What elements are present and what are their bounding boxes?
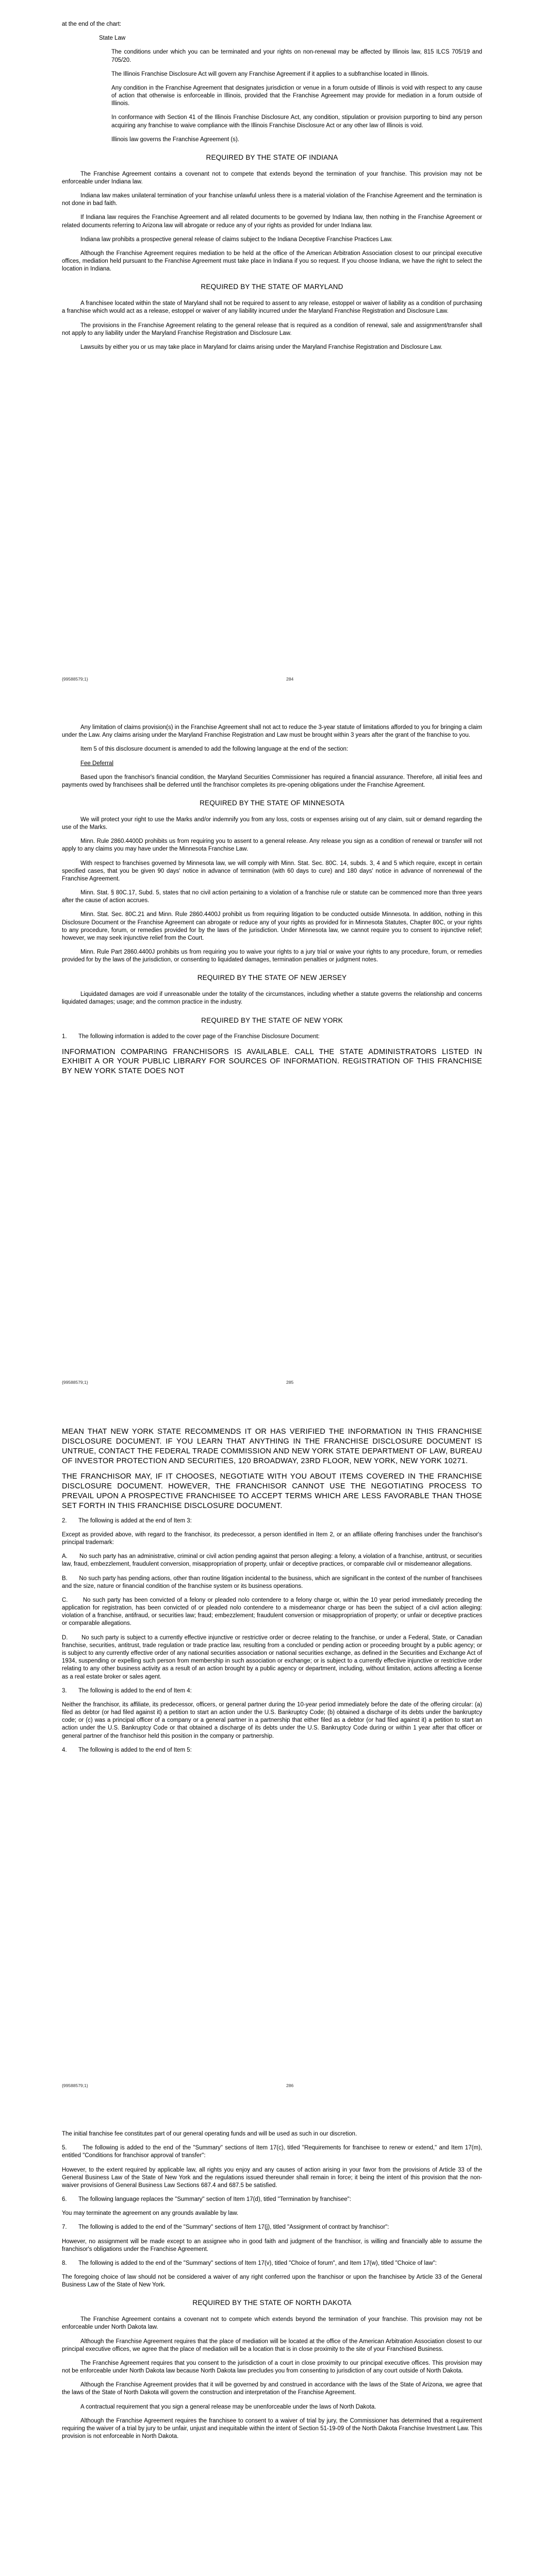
paragraph: Minn. Rule 2860.4400D prohibits us from requiring you to assent to a general release. Any release you sign as a condition of renewal or transfer will not apply to any claims you may have under the Minnesota Franchise Law. (62, 838, 482, 853)
caps-notice: INFORMATION COMPARING FRANCHISORS IS AVAILABLE. CALL THE STATE ADMINISTRATORS LISTED IN EXHIBIT A OR YOUR PUBLIC LIBRARY FOR SOURCES OF INFORMATION. REGISTRATION OF THIS FRANCHISE BY NEW YORK STATE DOES NOT (62, 1047, 482, 1076)
paragraph: The Illinois Franchise Disclosure Act will govern any Franchise Agreement if it applies to a subfranchise located in Illinois. (111, 71, 429, 77)
paragraph: Minn. Stat. Sec. 80C.21 and Minn. Rule 2860.4400J prohibit us from requiring litigation to be conducted outside Minnesota. In addition, nothing in this Disclosure Document or the Franchise Agreement can abrogate or reduce any of your rights as provided for in Minnesota Statutes, Chapter 80C, or your rights to any procedure, forum, or remedies provided for by the laws of the jurisdiction. Under Minnesota law, we cannot require you to consent to injunctive relief; however, we may seek injunctive relief from the Court. (62, 911, 482, 941)
paragraph: Although the Franchise Agreement requires the franchisee to consent to a waiver of trial by jury, the Commissioner has determined that a requirement requiring the waiver of a trial by jury to be unfair, unjust and inequitable within the intent of Section 51-19-09 of the North Dakota Franchise Investment Law. This provision is not enforceable in North Dakota. (62, 2417, 482, 2440)
document-page (0, 0, 544, 703)
paragraph: C. No such party has been convicted of a felony or pleaded nolo contendere to a felony charge or, within the 10 year period immediately preceding the application for registration, has been convicted of or pleaded nolo contendere to a misdemeanor charge or has been the subject of a civil action alleging: violation of a franchise, antifraud, or securities law; fraud; embezzlement; fraudulent conversion or misappropriation of property; or unfair or deceptive practices or comparable allegations. (62, 1597, 482, 1627)
paragraph: Illinois law governs the Franchise Agreement (s). (111, 136, 239, 143)
paragraph: Minn. Stat. § 80C.17, Subd. 5, states that no civil action pertaining to a violation of a franchise rule or statute can be commenced more than three years after the cause of action accrues. (62, 890, 482, 904)
section-heading: REQUIRED BY THE STATE OF MINNESOTA (200, 799, 344, 807)
paragraph: You may terminate the agreement on any grounds available by law. (62, 2210, 239, 2217)
paragraph: Except as provided above, with regard to the franchisor, its predecessor, a person identified in Item 2, or an affiliate offering franchises under the franchisor's principal trademark: (62, 1531, 482, 1546)
paragraph: Liquidated damages are void if unreasonable under the totality of the circumstances, including whether a statute governs the relationship and concerns liquidated damages; usage; and the common practice in the industry. (62, 991, 482, 1006)
paragraph: D. No such party is subject to a currently effective injunctive or restrictive order or decree relating to the franchise, or under a Federal, State, or Canadian franchise, securities, antitrust, trade regulation or trade practice law, resulting from a concluded or pending action or proceeding brought by a public agency; or is subject to any currently effective order of any national securities association or national securities exchange, as defined in the Securities and Exchange Act of 1934, suspending or expelling such person from membership in such association or exchange; or is subject to a currently effective injunctive or restrictive order relating to any other business activity as a result of an action brought by a public agency or department, including, without limitation, actions affecting a license as a real estate broker or sales agent. (62, 1634, 482, 1680)
paragraph: Although the Franchise Agreement requires mediation to be held at the office of the American Arbitration Association closest to our principal executive offices, mediation held pursuant to the Franchise Agreement must take place in Indiana if you so request. If you choose Indiana, we have the right to select the location in Indiana. (62, 250, 482, 273)
page-body (62, 21, 482, 351)
paragraph: State Law (99, 35, 126, 42)
paragraph: The initial franchise fee constitutes part of our general operating funds and will be used as such in our discretion. (62, 2131, 357, 2137)
document-page (0, 703, 544, 1406)
paragraph: The Franchise Agreement contains a covenant not to compete which extends beyond the termination of your franchise. This provision may not be enforceable under North Dakota law. (62, 2316, 482, 2331)
paragraph: However, no assignment will be made except to an assignee who in good faith and judgment of the franchisor, is willing and financially able to assume the franchisor's obligations under the Franchise Agreement. (62, 2238, 482, 2252)
paragraph: 1. The following information is added to the cover page of the Franchise Disclosure Document: (62, 1033, 320, 1040)
page-number: 284 (286, 676, 294, 682)
paragraph: Although the Franchise Agreement requires that the place of mediation will be located at the office of the American Arbitration Association closest to our principal executive offices, we agree that the place of mediation will be a location that is in close proximity to the site of your Franchised Business. (62, 2338, 482, 2352)
document-id: {99588579;1} (62, 676, 88, 682)
page-number: 285 (286, 1380, 294, 1385)
paragraph: The Franchise Agreement contains a covenant not to compete that extends beyond the termination of your franchise. This provision may not be enforceable under Indiana law. (62, 171, 482, 185)
subheading: Fee Deferral (80, 760, 113, 767)
paragraph: 6. The following language replaces the "Summary" section of Item 17(d), titled "Termination by franchisee": (62, 2196, 351, 2203)
paragraph: Minn. Rule Part 2860.4400J prohibits us from requiring you to waive your rights to a jury trial or waive your rights to any procedure, forum, or remedies provided for by the laws of the jurisdiction, or consenting to liquidated damages, termination penalties or judgment notes. (62, 949, 482, 963)
page-body (62, 1427, 482, 1754)
paragraph: B. No such party has pending actions, other than routine litigation incidental to the business, which are significant in the context of the number of franchisees and the size, nature or financial condition of the franchise system or its business operations. (62, 1575, 482, 1589)
paragraph: 4. The following is added to the end of Item 5: (62, 1747, 192, 1753)
paragraph: Any condition in the Franchise Agreement that designates jurisdiction or venue in a forum outside of Illinois is void with respect to any cause of action that otherwise is enforceable in Illinois, provided that the Franchise Agreement may provide for mediation in a forum outside of Illinois. (111, 84, 482, 107)
paragraph: Any limitation of claims provision(s) in the Franchise Agreement shall not act to reduce the 3-year statute of limitations afforded to you for bringing a claim under the Law. Any claims arising under the Maryland Franchise Registration and Law must be brought within 3 years after the grant of the franchise to you. (62, 724, 482, 739)
page-number: 286 (286, 2083, 294, 2088)
paragraph: The Franchise Agreement requires that you consent to the jurisdiction of a court in close proximity to our principal executive offices. This provision may not be enforceable under North Dakota law because North Dakota law precludes you from consenting to jurisdiction of any court outside of North Dakota. (62, 2360, 482, 2375)
paragraph: 8. The following is added to the end of the "Summary" sections of Item 17(v), titled "Choice of forum", and Item 17(w), titled "Choice of law": (62, 2260, 437, 2266)
page-body (62, 2130, 482, 2441)
section-heading: REQUIRED BY THE STATE OF INDIANA (206, 153, 338, 161)
page-body (62, 724, 482, 1076)
document-page (0, 1406, 544, 2110)
paragraph: A franchisee located within the state of Maryland shall not be required to assent to any release, estoppel or waiver of liability as a condition of purchasing a franchise which would act as a release, estoppel or waiver of any liability incurred under the Maryland Franchise Registration and Disclosure Law. (62, 300, 482, 315)
caps-notice: MEAN THAT NEW YORK STATE RECOMMENDS IT OR HAS VERIFIED THE INFORMATION IN THIS FRANCHISE DISCLOSURE DOCUMENT. IF YOU LEARN THAT ANYTHING IN THE FRANCHISE DISCLOSURE DOCUMENT IS UNTRUE, CONTACT THE FEDERAL TRADE COMMISSION AND NEW YORK STATE DEPARTMENT OF LAW, BUREAU OF INVESTOR PROTECTION AND SECURITIES, 120 BROADWAY, 23RD FLOOR, NEW YORK, NEW YORK 10271. (62, 1428, 482, 1465)
paragraph: Item 5 of this disclosure document is amended to add the following language at the end of the section: (80, 746, 349, 753)
paragraph: A contractual requirement that you sign a general release may be unenforceable under the laws of North Dakota. (80, 2403, 376, 2410)
paragraph: Although the Franchise Agreement provides that it will be governed by and construed in accordance with the laws of the State of Arizona, we agree that the laws of the State of North Dakota will govern the construction and interpretation of the Franchise Agreement. (62, 2382, 482, 2396)
section-heading: REQUIRED BY THE STATE OF MARYLAND (201, 283, 343, 291)
paragraph: 2. The following is added at the end of Item 3: (62, 1517, 192, 1524)
paragraph: Neither the franchisor, its affiliate, its predecessor, officers, or general partner during the 10-year period immediately before the date of the offering circular: (a) filed as debtor (or had filed against it) a petition to start an action under the U.S. Bankruptcy Code; (b) obtained a discharge of its debts under the bankruptcy code; or (c) was a principal officer of a company or a general partner in a partnership that either filed as a debtor (or had filed against it) a petition to start an action under the U.S. Bankruptcy Code or that obtained a discharge of its debts under the U.S. Bankruptcy Code during or within 1 year after that officer or general partner of the franchisor held this position in the company or partnership. (62, 1701, 482, 1739)
document-page (0, 2110, 544, 2576)
paragraph: The foregoing choice of law should not be considered a waiver of any right conferred upon the franchisor or upon the franchisee by Article 33 of the General Business Law of the State of New York. (62, 2274, 482, 2289)
document-id: {99588579;1} (62, 1380, 88, 1385)
section-heading: REQUIRED BY THE STATE OF NEW YORK (201, 1016, 343, 1024)
paragraph: Lawsuits by either you or us may take place in Maryland for claims arising under the Maryland Franchise Registration and Disclosure Law. (80, 344, 442, 350)
paragraph: Indiana law prohibits a prospective general release of claims subject to the Indiana Deceptive Franchise Practices Law. (80, 236, 393, 243)
paragraph: at the end of the chart: (62, 21, 122, 27)
section-heading: REQUIRED BY THE STATE OF NEW JERSEY (197, 974, 347, 982)
paragraph: The provisions in the Franchise Agreement relating to the general release that is required as a condition of renewal, sale and assignment/transfer shall not apply to any liability under the Maryland Franchise Registration and Disclosure Law. (62, 322, 482, 336)
paragraph: A. No such party has an administrative, criminal or civil action pending against that person alleging: a felony, a violation of a franchise, antitrust, or securities law, fraud, embezzlement, fraudulent conversion, misappropriation of property, unfair or deceptive practices, or comparable civil or misdemeanor allegations. (62, 1553, 482, 1568)
paragraph: Based upon the franchisor's financial condition, the Maryland Securities Commissioner has required a financial assurance. Therefore, all initial fees and payments owed by franchisees shall be deferred until the franchisor completes its pre-opening obligations under the Franchise Agreement. (62, 774, 482, 788)
paragraph: Indiana law makes unilateral termination of your franchise unlawful unless there is a material violation of the Franchise Agreement and the termination is not done in bad faith. (62, 193, 482, 207)
paragraph: 3. The following is added to the end of Item 4: (62, 1687, 192, 1694)
document-id: {99588579;1} (62, 2083, 88, 2088)
caps-notice: THE FRANCHISOR MAY, IF IT CHOOSES, NEGOTIATE WITH YOU ABOUT ITEMS COVERED IN THE FRANCHISE DISCLOSURE DOCUMENT. HOWEVER, THE FRANCHISOR CANNOT USE THE NEGOTIATING PROCESS TO PREVAIL UPON A PROSPECTIVE FRANCHISEE TO ACCEPT TERMS WHICH ARE LESS FAVORABLE THAN THOSE SET FORTH IN THIS FRANCHISE DISCLOSURE DOCUMENT. (62, 1472, 482, 1510)
paragraph: With respect to franchises governed by Minnesota law, we will comply with Minn. Stat. Sec. 80C. 14, subds. 3, 4 and 5 which require, except in certain specified cases, that you be given 90 days' notice in advance of termination (with 60 days to cure) and 180 days' notice in advance of nonrenewal of the Franchise Agreement. (62, 860, 482, 882)
paragraph: If Indiana law requires the Franchise Agreement and all related documents to be governed by Indiana law, then nothing in the Franchise Agreement or related documents referring to Arizona law will abrogate or reduce any of your rights as provided for under Indiana law. (62, 214, 482, 229)
section-heading: REQUIRED BY THE STATE OF NORTH DAKOTA (192, 2299, 352, 2307)
paragraph: In conformance with Section 41 of the Illinois Franchise Disclosure Act, any condition, stipulation or provision purporting to bind any person acquiring any franchise to waive compliance with the Illinois Franchise Disclosure Act or any other law of Illinois is void. (111, 114, 482, 129)
paragraph: We will protect your right to use the Marks and/or indemnify you from any loss, costs or expenses arising out of any claim, suit or demand regarding the use of the Marks. (62, 816, 482, 831)
paragraph: 7. The following is added to the end of the "Summary" sections of Item 17(j), titled "Assignment of contract by franchisor": (62, 2224, 389, 2231)
paragraph: The conditions under which you can be terminated and your rights on non-renewal may be affected by Illinois law, 815 ILCS 705/19 and 705/20. (111, 49, 482, 63)
paragraph: However, to the extent required by applicable law, all rights you enjoy and any causes of action arising in your favor from the provisions of Article 33 of the General Business Law of the State of New York and the regulations issued thereunder shall remain in force; it being the intent of this provision that the non-waiver provisions of General Business Law Sections 687.4 and 687.5 be satisfied. (62, 2166, 482, 2189)
paragraph: 5. The following is added to the end of the "Summary" sections of Item 17(c), titled "Requirements for franchisee to renew or extend," and Item 17(m), entitled "Conditions for franchisor approval of transfer": (62, 2145, 482, 2159)
